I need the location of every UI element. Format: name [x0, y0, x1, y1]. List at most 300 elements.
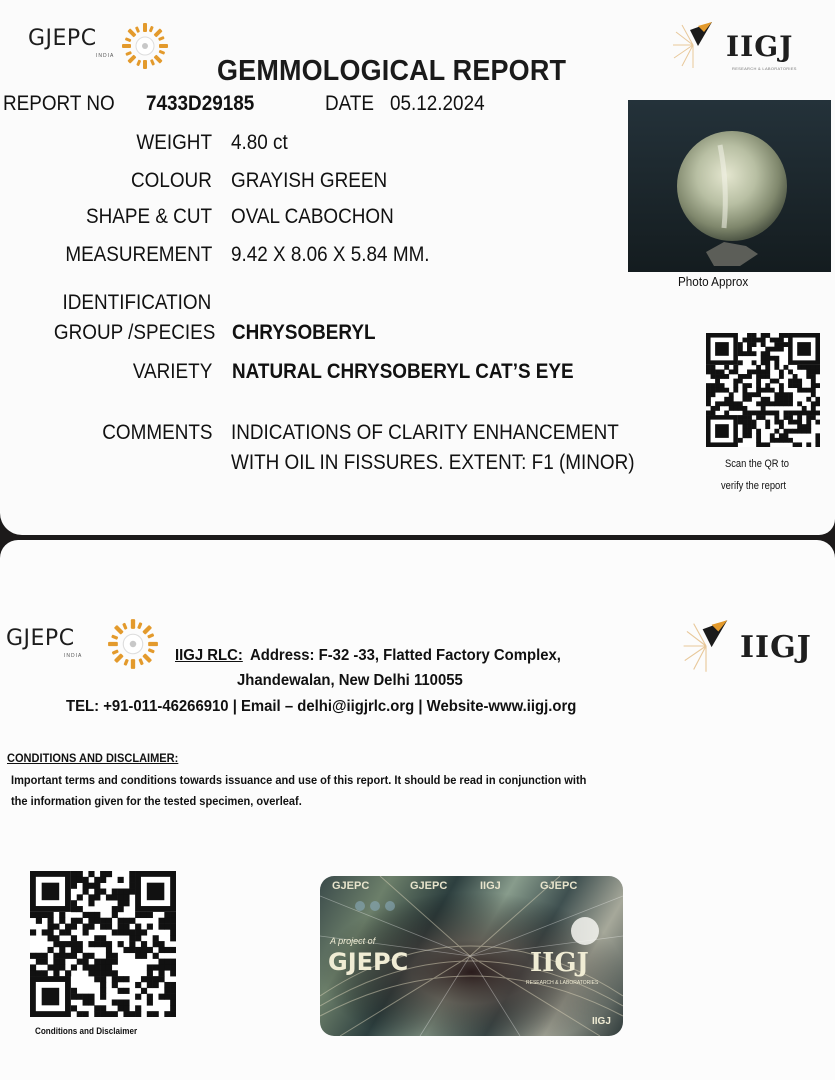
qr-module — [815, 438, 820, 443]
qr-module — [135, 929, 141, 935]
qr-module — [59, 959, 65, 965]
qr-module — [756, 415, 761, 420]
qr-module — [779, 342, 784, 347]
qr-module — [747, 369, 752, 374]
qr-module — [742, 383, 747, 388]
qr-module — [815, 383, 820, 388]
hologram-iigj-corner: IIGJ — [592, 1016, 611, 1027]
qr-module — [100, 976, 106, 982]
qr-module — [793, 442, 798, 447]
qr-module — [806, 369, 811, 374]
qr-module — [706, 369, 711, 374]
qr-module — [170, 935, 176, 941]
qr-module — [720, 369, 725, 374]
qr-module — [135, 912, 141, 918]
qr-module — [36, 959, 42, 965]
qr-module — [94, 935, 100, 941]
qr-module — [802, 388, 807, 393]
qr-module — [756, 392, 761, 397]
date-value: 05.12.2024 — [390, 92, 485, 115]
group-species-value: CHRYSOBERYL — [232, 321, 376, 344]
qr-module — [711, 365, 716, 370]
qr-module — [765, 374, 770, 379]
qr-module — [797, 424, 802, 429]
qr-module — [112, 959, 118, 965]
qr-module — [797, 379, 802, 384]
qr-module — [53, 970, 59, 976]
qr-module — [756, 438, 761, 443]
qr-module — [53, 964, 59, 970]
qr-module — [774, 411, 779, 416]
qr-module — [770, 356, 775, 361]
qr-module — [135, 994, 141, 1000]
qr-module — [71, 941, 77, 947]
qr-module — [71, 918, 77, 924]
qr-module — [164, 964, 170, 970]
qr-module — [147, 970, 153, 976]
qr-module — [88, 970, 94, 976]
qr-module — [147, 999, 153, 1005]
report-back-card — [0, 540, 835, 1080]
qr-module — [756, 401, 761, 406]
hologram-text-gjepc-row1: GJEPC — [332, 880, 370, 892]
qr-module — [65, 970, 71, 976]
qr-module — [100, 1005, 106, 1011]
qr-module — [747, 374, 752, 379]
qr-module — [42, 953, 48, 959]
qr-module — [733, 401, 738, 406]
qr-module — [774, 392, 779, 397]
qr-module — [752, 411, 757, 416]
qr-module — [770, 379, 775, 384]
qr-module — [742, 351, 747, 356]
qr-module — [715, 401, 720, 406]
qr-module — [752, 351, 757, 356]
qr-module — [135, 982, 141, 988]
qr-module — [724, 365, 729, 370]
qr-module — [83, 994, 89, 1000]
qr-module — [88, 953, 94, 959]
qr-module — [59, 918, 65, 924]
qr-module — [784, 433, 789, 438]
qr-module — [779, 392, 784, 397]
qr-module — [118, 924, 124, 930]
qr-module — [706, 392, 711, 397]
qr-module — [752, 360, 757, 365]
qr-module — [774, 342, 779, 347]
verify-qr-code[interactable] — [706, 333, 820, 447]
qr-module — [811, 374, 816, 379]
qr-module — [784, 392, 789, 397]
qr-module — [761, 360, 766, 365]
qr-module — [784, 411, 789, 416]
qr-module — [711, 406, 716, 411]
qr-module — [738, 401, 743, 406]
qr-module — [806, 388, 811, 393]
qr-module — [112, 970, 118, 976]
qr-module — [806, 442, 811, 447]
qr-module — [765, 347, 770, 352]
qr-module — [83, 1011, 89, 1017]
qr-module — [797, 442, 802, 447]
qr-module — [112, 929, 118, 935]
qr-module — [738, 406, 743, 411]
qr-module — [752, 342, 757, 347]
qr-module — [765, 356, 770, 361]
qr-module — [738, 360, 743, 365]
qr-module — [48, 918, 54, 924]
address-line-2: Jhandewalan, New Delhi 110055 — [237, 672, 463, 689]
qr-module — [742, 392, 747, 397]
qr-module — [53, 941, 59, 947]
qr-module — [48, 935, 54, 941]
qr-module — [711, 369, 716, 374]
qr-module — [141, 912, 147, 918]
qr-module — [797, 411, 802, 416]
qr-module — [733, 365, 738, 370]
qr-module — [106, 941, 112, 947]
qr-module — [106, 871, 112, 877]
qr-module — [135, 1005, 141, 1011]
qr-module — [106, 894, 112, 900]
qr-module — [170, 982, 176, 988]
qr-module — [170, 918, 176, 924]
back-gjepc-logo-text: GJEPC — [6, 626, 75, 651]
qr-module — [774, 401, 779, 406]
qr-module — [756, 411, 761, 416]
qr-module — [153, 953, 159, 959]
qr-module — [811, 365, 816, 370]
qr-module — [747, 392, 752, 397]
qr-module — [118, 988, 124, 994]
qr-module — [706, 401, 711, 406]
qr-module — [100, 959, 106, 965]
qr-caption-line-1: Scan the QR to — [725, 458, 789, 470]
qr-module — [770, 411, 775, 416]
qr-module — [793, 383, 798, 388]
qr-module — [88, 883, 94, 889]
qr-module — [815, 401, 820, 406]
qr-module — [788, 383, 793, 388]
qr-module — [756, 379, 761, 384]
iigj-burst-icon — [668, 20, 718, 70]
qr-module — [77, 871, 83, 877]
qr-module — [100, 918, 106, 924]
qr-module — [797, 415, 802, 420]
gjepc-logo-text: GJEPC — [28, 26, 97, 51]
qr-module — [784, 397, 789, 402]
qr-module — [715, 406, 720, 411]
qr-module — [30, 964, 36, 970]
qr-module — [94, 976, 100, 982]
qr-module — [806, 420, 811, 425]
weight-value: 4.80 ct — [231, 131, 288, 154]
qr-module — [784, 438, 789, 443]
qr-module — [147, 1011, 153, 1017]
qr-module — [118, 877, 124, 883]
qr-module — [779, 433, 784, 438]
qr-module — [715, 369, 720, 374]
variety-value: NATURAL CHRYSOBERYL CAT’S EYE — [232, 360, 574, 383]
qr-module — [793, 374, 798, 379]
hologram-iigj-big: IIGJ — [530, 948, 589, 978]
qr-module — [83, 929, 89, 935]
qr-module — [30, 929, 36, 935]
qr-module — [738, 351, 743, 356]
qr-module — [742, 420, 747, 425]
qr-module — [123, 976, 129, 982]
qr-module — [118, 941, 124, 947]
qr-module — [158, 924, 164, 930]
qr-module — [811, 392, 816, 397]
qr-module — [756, 374, 761, 379]
qr-module — [48, 924, 54, 930]
qr-module — [706, 388, 711, 393]
qr-module — [711, 392, 716, 397]
qr-module — [761, 406, 766, 411]
qr-module — [153, 976, 159, 982]
qr-module — [77, 947, 83, 953]
iigj-logo-text: IIGJ — [726, 30, 794, 63]
qr-module — [164, 982, 170, 988]
qr-module — [793, 379, 798, 384]
qr-module — [774, 347, 779, 352]
qr-module — [815, 442, 820, 447]
qr-module — [147, 982, 153, 988]
qr-module — [738, 379, 743, 384]
qr-module — [112, 894, 118, 900]
qr-module — [100, 941, 106, 947]
qr-module — [733, 379, 738, 384]
qr-module — [170, 924, 176, 930]
qr-module — [742, 397, 747, 402]
qr-module — [36, 912, 42, 918]
qr-module — [88, 900, 94, 906]
qr-module — [774, 356, 779, 361]
qr-module — [784, 429, 789, 434]
qr-module — [112, 982, 118, 988]
qr-module — [720, 383, 725, 388]
qr-module — [752, 424, 757, 429]
qr-module — [164, 988, 170, 994]
qr-module — [77, 906, 83, 912]
qr-module — [811, 411, 816, 416]
qr-module — [802, 365, 807, 370]
qr-module — [42, 959, 48, 965]
qr-module — [170, 1005, 176, 1011]
photo-caption: Photo Approx — [678, 274, 749, 289]
back-qr-code-icon — [30, 871, 176, 1017]
qr-module — [765, 365, 770, 370]
qr-module — [761, 351, 766, 356]
qr-module — [59, 953, 65, 959]
qr-module — [793, 420, 798, 425]
gjepc-logo-sub: INDIA — [96, 53, 115, 59]
qr-finder-pattern — [715, 342, 729, 356]
gemstone-image — [628, 100, 831, 272]
qr-module — [779, 374, 784, 379]
qr-module — [733, 406, 738, 411]
qr-module — [164, 924, 170, 930]
qr-module — [94, 918, 100, 924]
hologram-seal — [320, 876, 623, 1036]
qr-module — [141, 929, 147, 935]
qr-module — [65, 924, 71, 930]
qr-module — [88, 918, 94, 924]
qr-module — [770, 401, 775, 406]
qr-finder-pattern — [42, 883, 60, 901]
qr-module — [71, 906, 77, 912]
qr-module — [106, 1011, 112, 1017]
qr-module — [752, 392, 757, 397]
qr-module — [742, 374, 747, 379]
qr-module — [30, 912, 36, 918]
colour-value: GRAYISH GREEN — [231, 169, 388, 192]
gjepc-sunburst-icon — [121, 22, 169, 70]
qr-module — [788, 429, 793, 434]
qr-module — [738, 347, 743, 352]
qr-module — [77, 918, 83, 924]
qr-module — [779, 369, 784, 374]
qr-module — [112, 953, 118, 959]
qr-caption: Conditions and Disclaimer — [35, 1026, 138, 1036]
qr-module — [129, 918, 135, 924]
qr-module — [65, 953, 71, 959]
qr-module — [747, 420, 752, 425]
gjepc-logo — [28, 26, 97, 51]
qr-module — [100, 964, 106, 970]
qr-module — [742, 433, 747, 438]
qr-module — [747, 383, 752, 388]
qr-module — [742, 388, 747, 393]
qr-finder-pattern — [147, 883, 165, 901]
qr-module — [784, 415, 789, 420]
qr-module — [158, 964, 164, 970]
qr-module — [170, 929, 176, 935]
qr-module — [761, 401, 766, 406]
qr-module — [153, 941, 159, 947]
qr-module — [779, 388, 784, 393]
measurement-value: 9.42 X 8.06 X 5.84 MM. — [231, 243, 430, 266]
qr-module — [733, 388, 738, 393]
qr-module — [100, 877, 106, 883]
address-label: IIGJ RLC: — [175, 647, 243, 664]
conditions-qr-code[interactable] — [30, 871, 176, 1017]
qr-module — [170, 999, 176, 1005]
qr-module — [135, 924, 141, 930]
qr-module — [94, 941, 100, 947]
qr-module — [88, 964, 94, 970]
qr-module — [784, 365, 789, 370]
qr-module — [756, 365, 761, 370]
qr-module — [158, 970, 164, 976]
qr-module — [158, 976, 164, 982]
weight-label: WEIGHT — [136, 131, 212, 154]
disclaimer-line-1: Important terms and conditions towards issuance and use of this report. It should be read in conjunction with — [11, 773, 587, 787]
qr-module — [724, 397, 729, 402]
qr-module — [774, 379, 779, 384]
back-iigj-logo-text: IIGJ — [740, 630, 812, 665]
qr-module — [756, 433, 761, 438]
qr-module — [118, 889, 124, 895]
qr-module — [765, 360, 770, 365]
qr-module — [720, 374, 725, 379]
qr-module — [100, 988, 106, 994]
qr-module — [742, 411, 747, 416]
qr-module — [729, 397, 734, 402]
back-gjepc-logo-sub: INDIA — [64, 653, 83, 659]
qr-module — [100, 970, 106, 976]
hologram-project-text: A project of — [330, 936, 376, 946]
qr-module — [770, 433, 775, 438]
qr-module — [77, 994, 83, 1000]
qr-module — [112, 912, 118, 918]
qr-module — [733, 383, 738, 388]
qr-module — [129, 871, 135, 877]
qr-module — [797, 420, 802, 425]
qr-module — [811, 379, 816, 384]
qr-module — [135, 947, 141, 953]
qr-module — [733, 369, 738, 374]
qr-module — [118, 1005, 124, 1011]
qr-module — [123, 988, 129, 994]
qr-module — [88, 999, 94, 1005]
qr-module — [806, 424, 811, 429]
qr-module — [170, 1011, 176, 1017]
qr-module — [71, 994, 77, 1000]
qr-module — [153, 935, 159, 941]
qr-module — [48, 947, 54, 953]
qr-module — [30, 970, 36, 976]
qr-module — [100, 935, 106, 941]
measurement-label: MEASUREMENT — [64, 243, 212, 266]
colour-label: COLOUR — [131, 169, 212, 192]
qr-module — [71, 953, 77, 959]
qr-module — [106, 964, 112, 970]
qr-module — [94, 1011, 100, 1017]
qr-module — [788, 411, 793, 416]
qr-module — [164, 959, 170, 965]
qr-module — [123, 894, 129, 900]
qr-module — [147, 976, 153, 982]
hologram-text-gjepc-row1b: GJEPC — [410, 880, 448, 892]
disclaimer-title: CONDITIONS AND DISCLAIMER: — [7, 751, 179, 765]
qr-module — [784, 333, 789, 338]
qr-module — [170, 970, 176, 976]
identification-label: IDENTIFICATION — [62, 291, 211, 314]
qr-module — [100, 982, 106, 988]
qr-module — [765, 383, 770, 388]
qr-module — [164, 994, 170, 1000]
qr-module — [36, 970, 42, 976]
report-front-card — [0, 0, 835, 535]
qr-module — [170, 964, 176, 970]
qr-module — [106, 959, 112, 965]
qr-module — [806, 397, 811, 402]
qr-module — [123, 1011, 129, 1017]
group-species-label: GROUP /SPECIES — [53, 321, 215, 344]
qr-module — [123, 918, 129, 924]
qr-module — [747, 411, 752, 416]
qr-module — [123, 889, 129, 895]
qr-module — [747, 351, 752, 356]
qr-module — [765, 420, 770, 425]
qr-module — [715, 383, 720, 388]
qr-module — [147, 947, 153, 953]
qr-module — [738, 415, 743, 420]
qr-module — [71, 947, 77, 953]
qr-module — [756, 388, 761, 393]
